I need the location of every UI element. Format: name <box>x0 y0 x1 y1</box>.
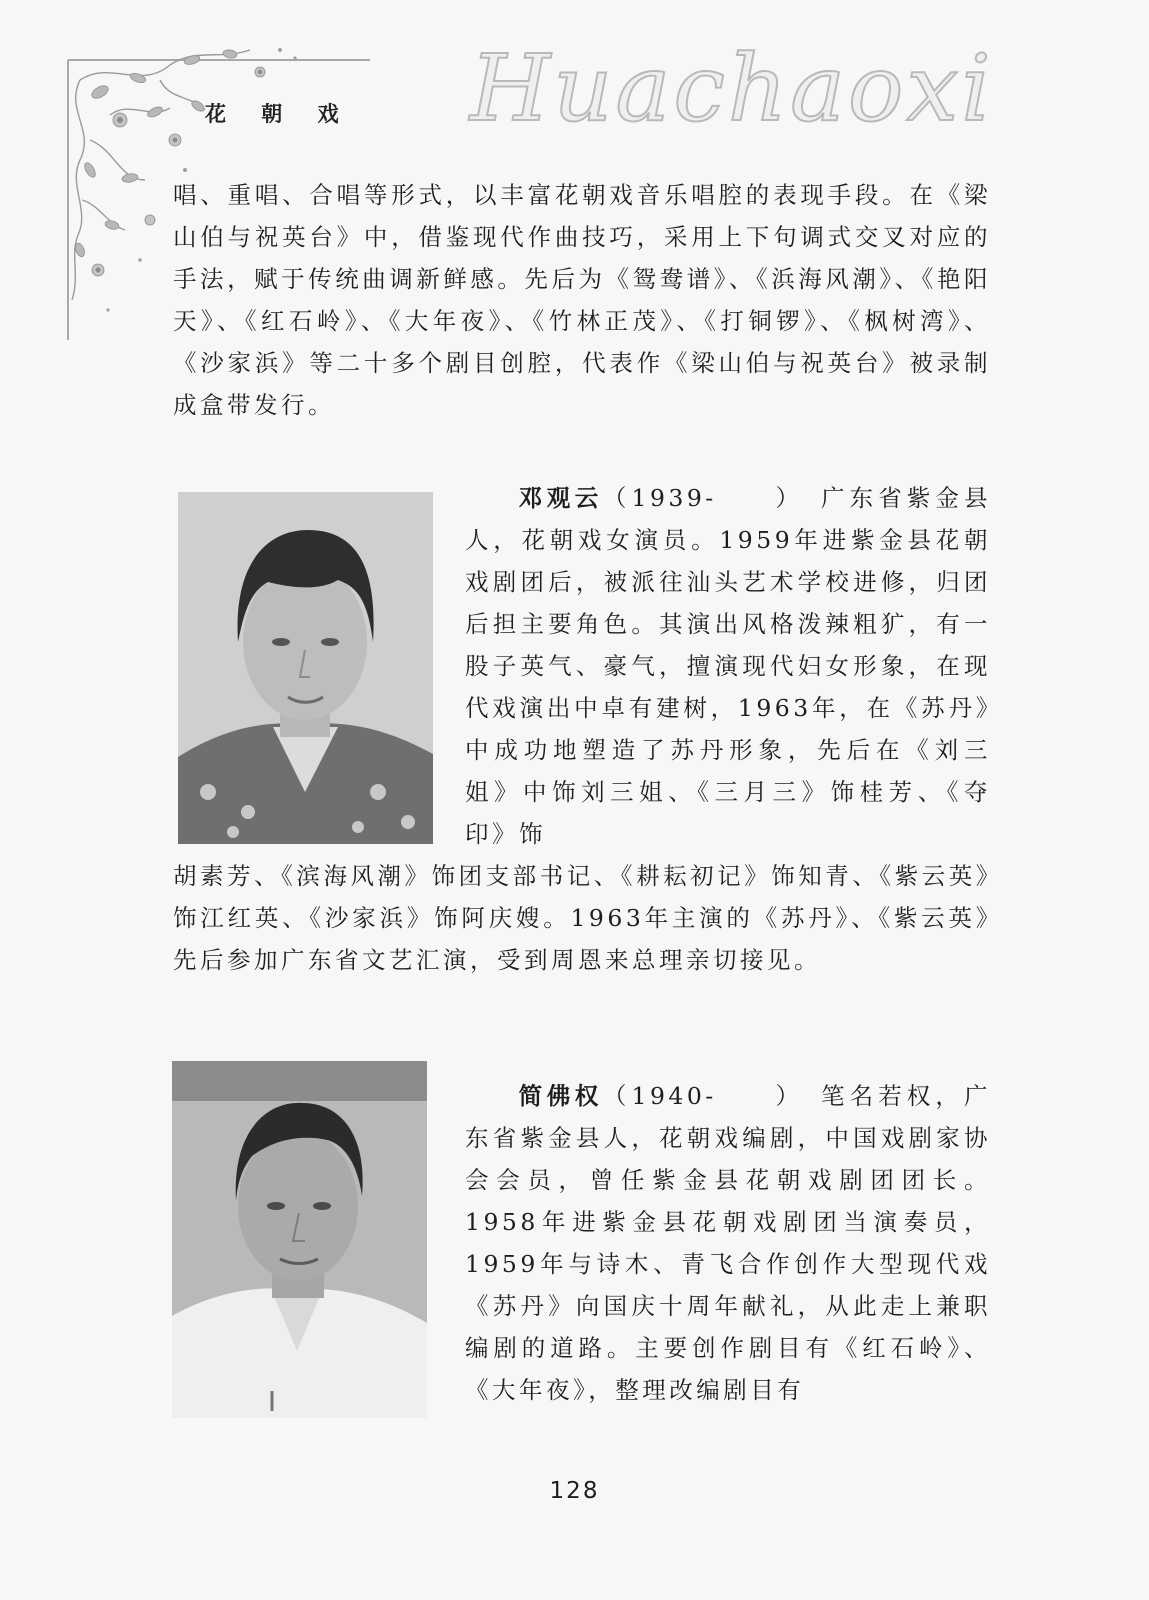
portrait-woman-photo <box>178 492 433 844</box>
entry-2-side-paragraph <box>465 1075 991 1411</box>
entry-1-name: 邓观云 <box>517 484 603 512</box>
entry-2-side-text: 笔名若权，广东省紫金县人，花朝戏编剧，中国戏剧家协会会员，曾任紫金县花朝戏剧团团长。1958年进紫金县花朝戏剧团当演奏员，1959年与诗木、青飞合作创作大型现代戏《苏丹》向国庆十周年献礼，从此走上兼职编剧的道路。主要创作剧目有《红石岭》、《大年夜》，整理改编剧目有 <box>465 1082 992 1404</box>
watermark-title: Huachaoxi <box>470 35 994 142</box>
portrait-man-photo <box>172 1061 427 1418</box>
entry-2-name: 简佛权 <box>517 1082 603 1110</box>
entry-1-side-text: 广东省紫金县人，花朝戏女演员。1959年进紫金县花朝戏剧团后，被派往汕头艺术学校进修，归团后担主要角色。其演出风格泼辣粗犷，有一股子英气、豪气，擅演现代妇女形象，在现代戏演出中卓有建树，1963年，在《苏丹》中成功地塑造了苏丹形象，先后在《刘三姐》中饰刘三姐、《三月三》饰桂芳、《夺印》饰 <box>465 484 992 848</box>
section-title: 花 朝 戏 <box>205 102 353 126</box>
entry-1-full-paragraph <box>173 855 991 981</box>
entry-2-dates: （1940- ） <box>602 1082 805 1110</box>
intro-text: 唱、重唱、合唱等形式，以丰富花朝戏音乐唱腔的表现手段。在《梁山伯与祝英台》中，借鉴现代作曲技巧，采用上下句调式交叉对应的手法，赋于传统曲调新鲜感。先后为《鸳鸯谱》、《浜海风潮》、《艳阳天》、《红石岭》、《大年夜》、《竹林正茂》、《打铜锣》、《枫树湾》、《沙家浜》等二十多个剧目创腔，代表作《梁山伯与祝英台》被录制成盒带发行。 <box>173 181 991 419</box>
entry-1-dates: （1939- ） <box>602 484 805 512</box>
entry-1-side-paragraph <box>465 477 991 855</box>
intro-paragraph <box>173 174 991 426</box>
entry-1-full-text: 胡素芳、《滨海风潮》饰团支部书记、《耕耘初记》饰知青、《紫云英》饰江红英、《沙家浜》饰阿庆嫂。1963年主演的《苏丹》、《紫云英》先后参加广东省文艺汇演，受到周恩来总理亲切接见。 <box>173 862 991 974</box>
page-number: 128 <box>549 1478 600 1504</box>
